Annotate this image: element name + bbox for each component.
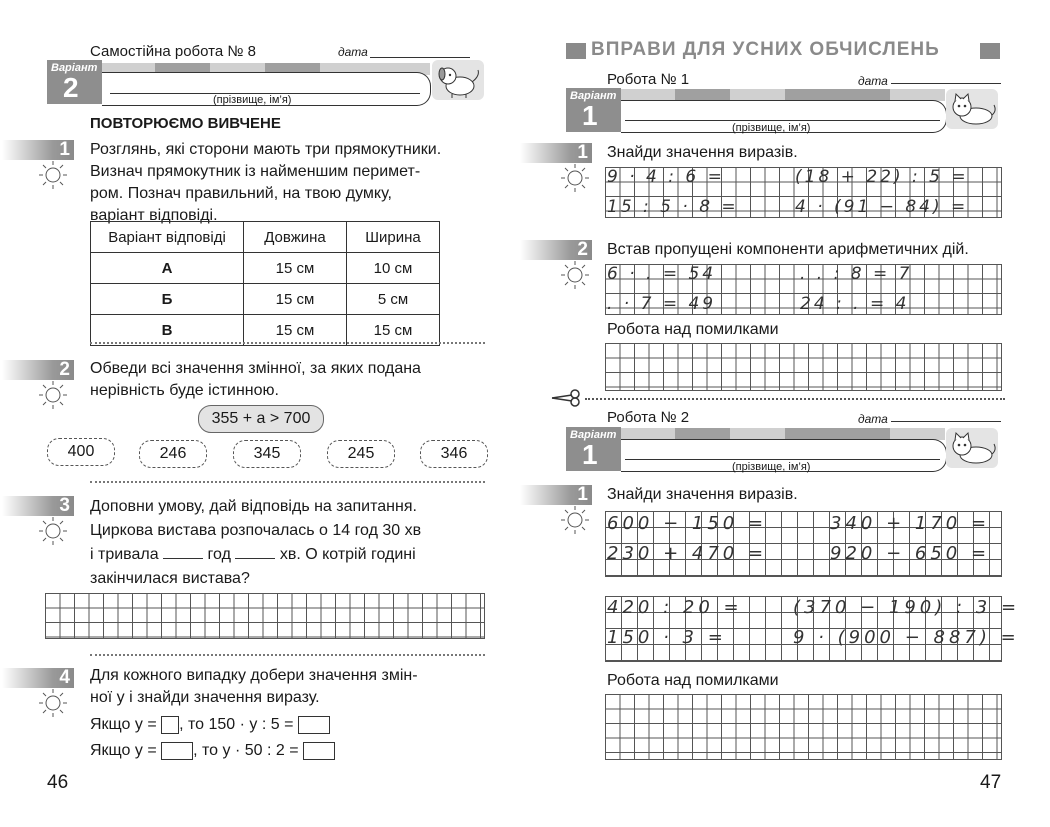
date-field[interactable] [891, 83, 1001, 84]
sun-icon [38, 160, 68, 190]
errors-label: Робота над помилками [607, 321, 779, 338]
value-oval[interactable]: 246 [139, 440, 207, 468]
value-oval[interactable]: 346 [420, 440, 488, 468]
date-field[interactable] [370, 57, 470, 58]
rectangles-table [90, 221, 440, 346]
expression: 230 + 470 = [607, 543, 768, 564]
cat-picture [946, 428, 998, 468]
case2: Якщо y = , то y · 50 : 2 = [90, 740, 335, 762]
divider [90, 654, 485, 656]
table-header: Довжина [244, 222, 347, 253]
work-title: Самостійна робота № 8 [90, 43, 256, 60]
table-header: Варіант відповіді [91, 222, 244, 253]
task-number-badge: 4 [2, 668, 74, 688]
task-number-badge: 2 [2, 360, 74, 380]
page-number: 47 [980, 772, 1002, 793]
y-box[interactable] [161, 742, 193, 760]
sun-icon [560, 163, 590, 193]
errors-grid[interactable] [605, 343, 1002, 391]
name-field[interactable] [625, 459, 940, 460]
expression: 9 · 4 : 6 = [607, 167, 725, 187]
expression: 600 − 150 = [607, 513, 768, 534]
expression: (18 + 22) : 5 = [795, 167, 969, 187]
task-number-badge: 1 [520, 485, 592, 505]
expression: 15 : 5 · 8 = [607, 197, 739, 217]
date-label: дата [858, 412, 888, 426]
task-number-badge: 2 [520, 240, 592, 260]
puppy-picture [432, 60, 484, 100]
expression: 4 · (91 − 84) = [795, 197, 969, 217]
section-title: ПОВТОРЮЄМО ВИВЧЕНЕ [90, 115, 281, 132]
variant-badge: Варіант 2 [47, 60, 102, 104]
task-number-badge: 3 [2, 496, 74, 516]
errors-grid[interactable] [605, 694, 1002, 760]
expression: 420 : 20 = [607, 597, 743, 618]
work2-title: Робота № 2 [607, 409, 690, 426]
value-oval[interactable]: 400 [47, 438, 115, 466]
sun-icon [38, 516, 68, 546]
divider [90, 342, 485, 344]
sun-icon [38, 380, 68, 410]
scissors-icon [550, 389, 582, 407]
expression: 24 : . = 4 [800, 294, 910, 314]
name-hint: (прізвище, ім’я) [213, 94, 292, 106]
table-row[interactable]: Б 15 см 5 см [91, 284, 440, 315]
value-oval[interactable]: 245 [327, 440, 395, 468]
expression: 920 − 650 = [830, 543, 991, 564]
right-page [525, 0, 1050, 827]
date-label: дата [338, 45, 368, 59]
task1-text: Розглянь, які сторони мають три прямокутники. Визнач прямокутник із найменшим перимет- ром. Познач правильний, на твою думку, варіант відповіді. [90, 141, 442, 224]
variant-badge: Варіант 1 [566, 427, 621, 471]
cat-picture [946, 89, 998, 129]
hours-blank[interactable] [163, 558, 203, 559]
errors-label: Робота над помилками [607, 672, 779, 689]
result-box[interactable] [298, 716, 330, 734]
sun-icon [560, 505, 590, 535]
variant-badge: Варіант 1 [566, 88, 621, 132]
task-number-badge: 1 [2, 140, 74, 160]
banner-title: ВПРАВИ ДЛЯ УСНИХ ОБЧИСЛЕНЬ [591, 39, 940, 60]
expression: 150 · 3 = [607, 627, 727, 648]
expression: 6 · . = 54 [607, 264, 717, 284]
value-oval[interactable]: 345 [233, 440, 301, 468]
expression: 9 · (900 − 887) = [793, 627, 1020, 648]
inequality: 355 + a > 700 [198, 405, 324, 433]
task2-text: Обведи всі значення змінної, за яких подана нерівність буде істинною. [90, 360, 421, 399]
minutes-blank[interactable] [235, 558, 275, 559]
table-header: Ширина [347, 222, 440, 253]
date-field[interactable] [891, 421, 1001, 422]
task4-text: Для кожного випадку добери значення змін- ної y і знайди значення виразу. [90, 667, 418, 706]
result-box[interactable] [303, 742, 335, 760]
expression: . . : 8 = 7 [800, 264, 913, 284]
expression: (370 − 190) : 3 = [793, 597, 1021, 618]
date-label: дата [858, 74, 888, 88]
table-row[interactable]: А 15 см 10 см [91, 253, 440, 284]
task3-text: Доповни умову, дай відповідь на запитання. Циркова вистава розпочалась о 14 год 30 хв і тривала год хв. О котрій годині закінчилася вистава? [90, 498, 422, 587]
y-box[interactable] [161, 716, 179, 734]
sun-icon [38, 688, 68, 718]
cat-icon [946, 89, 998, 129]
cut-line [585, 398, 1005, 400]
sun-icon [560, 260, 590, 290]
name-field[interactable] [625, 120, 940, 121]
name-hint: (прізвище, ім’я) [732, 461, 811, 473]
table-row[interactable]: В 15 см 15 см [91, 315, 440, 346]
case1: Якщо y = , то 150 · y : 5 = [90, 714, 330, 736]
task-number-badge: 1 [520, 143, 592, 163]
answer-grid[interactable] [45, 593, 485, 639]
task-text: Знайди значення виразів. [607, 486, 798, 503]
cat-icon [946, 428, 998, 468]
name-hint: (прізвище, ім’я) [732, 122, 811, 134]
expression: 340 + 170 = [830, 513, 991, 534]
task-text: Встав пропущені компоненти арифметичних дій. [607, 241, 969, 258]
task-text: Знайди значення виразів. [607, 144, 798, 161]
expression: . · 7 = 49 [607, 294, 717, 314]
divider [90, 481, 485, 483]
page-number: 46 [47, 772, 69, 793]
puppy-icon [432, 60, 484, 100]
work1-title: Робота № 1 [607, 71, 690, 88]
